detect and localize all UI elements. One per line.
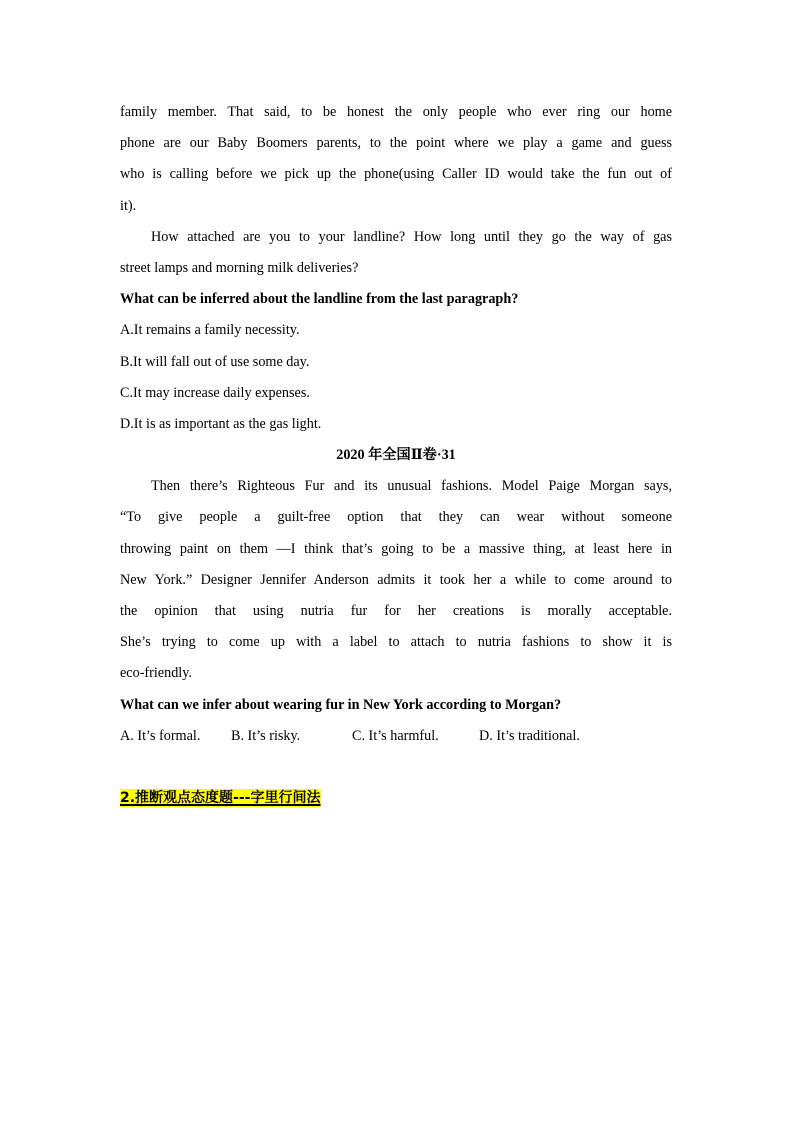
passage2-line-4: New York.” Designer Jennifer Anderson admits it took her a while to come around to: [120, 571, 672, 588]
section-title: 2020 年全国Ⅱ卷·31: [336, 447, 456, 464]
question1-text: What can be inferred about the landline from the last paragraph?: [120, 291, 519, 308]
question2-option-a: A. It’s formal.: [120, 727, 201, 744]
question2-option-d: D. It’s traditional.: [479, 727, 580, 744]
passage2-line-5: the opinion that using nutria fur for her creations is morally acceptable.: [120, 603, 672, 619]
passage1-line-1: family member. That said, to be honest the only people who ever ring our home: [120, 104, 672, 120]
passage1-line-2: phone are our Baby Boomers parents, to the point where we play a game and guess: [120, 135, 672, 152]
passage2-line-6: She’s trying to come up with a label to attach to nutria fashions to show it is: [120, 634, 672, 651]
question2-option-c: C. It’s harmful.: [352, 727, 439, 744]
passage2-line-2: “To give people a guilt-free option that they can wear without someone: [120, 509, 672, 526]
passage1-line-4: it).: [120, 197, 137, 214]
question2-options: [120, 721, 672, 752]
passage2-line-7: eco-friendly.: [120, 665, 192, 682]
question1-option-a: A.It remains a family necessity.: [120, 322, 300, 339]
document-page: [120, 97, 672, 814]
passage1-para2-line-2: street lamps and morning milk deliveries?: [120, 259, 359, 276]
question2-text: What can we infer about wearing fur in New York according to Morgan?: [120, 696, 562, 713]
passage1-line-3: who is calling before we pick up the phone(using Caller ID would take the fun out of: [120, 166, 672, 183]
passage1-para2-line-1: How attached are you to your landline? How long until they go the way of gas: [151, 228, 672, 245]
passage2-line-1: Then there’s Righteous Fur and its unusual fashions. Model Paige Morgan says,: [151, 478, 672, 495]
passage2-line-3: throwing paint on them —I think that’s going to be a massive thing, at least here in: [120, 540, 672, 557]
spacer: [120, 752, 672, 783]
heading-inference-attitude: [120, 783, 672, 814]
highlighted-heading-text: 2.推断观点态度题---字里行间法: [120, 789, 321, 806]
question1-option-b: B.It will fall out of use some day.: [120, 353, 310, 370]
question1-option-d: D.It is as important as the gas light.: [120, 415, 322, 432]
question2-option-b: B. It’s risky.: [231, 727, 301, 744]
question1-option-c: C.It may increase daily expenses.: [120, 384, 310, 401]
